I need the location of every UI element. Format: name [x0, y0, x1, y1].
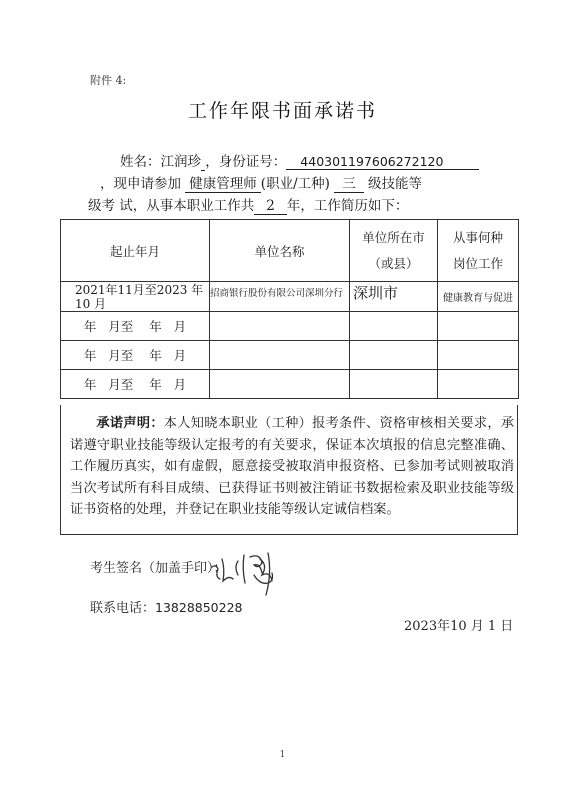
cell-org-empty: [210, 341, 350, 370]
id-value: 440301197606272120: [286, 154, 479, 170]
year-end: 年: [149, 377, 162, 392]
years-line: [88, 194, 408, 214]
phone-value: 13828850228: [155, 600, 243, 615]
document-title: 工作年限书面承诺书: [187, 100, 377, 122]
header-location-line1: 单位所在市: [362, 229, 425, 245]
cell-post-empty: [438, 341, 519, 370]
header-post: [438, 220, 519, 282]
cell-post-empty: [438, 370, 519, 399]
apply-line: [100, 172, 422, 192]
table-row: [61, 341, 519, 370]
table-header-row: [61, 220, 519, 282]
apply-prefix: ，现申请参加: [100, 176, 181, 192]
month-end: 月: [173, 319, 187, 334]
table-row: [61, 282, 519, 312]
declaration-label: 承诺声明：: [96, 416, 164, 431]
cell-org-empty: [210, 370, 350, 399]
cell-period-empty: [61, 370, 210, 399]
header-post-line2: 岗位工作: [452, 255, 503, 271]
name-id-line: [120, 150, 479, 170]
work-history-table: [60, 219, 519, 399]
declaration-text: [70, 413, 514, 521]
attachment-label: 附件 4:: [90, 74, 127, 87]
occupation-suffix: (职业/工种): [260, 176, 330, 192]
cell-period: [61, 282, 210, 312]
occupation-value: 健康管理师: [185, 176, 261, 193]
month-start: 月至: [108, 377, 134, 392]
phone-label: 联系电话：: [90, 601, 156, 616]
signature-label: 考生签名（加盖手印）：: [90, 561, 227, 576]
month-end: 月: [173, 348, 187, 363]
years-suffix: 年，工作简历如下：: [286, 198, 409, 214]
header-post-line1: 从事何种: [452, 229, 503, 245]
cell-location: 深圳市: [350, 282, 438, 312]
phone-line: [90, 597, 243, 616]
name-label: 姓名：: [120, 154, 161, 170]
month-end: 月: [173, 377, 187, 392]
header-location-line2: （或县）: [368, 255, 419, 271]
year-end: 年: [149, 348, 162, 363]
cell-post-empty: [438, 312, 519, 341]
sign-date: 2023年10 月 1 日: [404, 619, 514, 634]
period-line1: 2021年11月至2023 年: [75, 282, 204, 297]
cell-location-empty: [350, 370, 438, 399]
years-prefix: 级考 试，从事本职业工作共: [88, 198, 255, 214]
header-location: [350, 220, 438, 282]
cell-location-empty: [350, 312, 438, 341]
table-row: [61, 312, 519, 341]
id-label: ，身份证号：: [205, 154, 287, 170]
handwritten-signature-icon: [208, 545, 298, 605]
cell-period-empty: [61, 312, 210, 341]
level-suffix: 级技能等: [367, 176, 422, 192]
declaration-body: 本人知晓本职业（工种）报考条件、资格审核相关要求，承诺遵守职业技能等级认定报考的有关要求，保证本次填报的信息完整准确、工作履历真实，如有虚假，愿意接受被取消申报资格、已参加考试则被取消当次考试所有科目成绩、已获得证书则被注销证书数据检索及职业技能等级证书资格的处理，并登记在职业技能等级认定诚信档案。: [70, 416, 515, 517]
month-start: 月至: [108, 348, 134, 363]
year-start: 年: [83, 377, 97, 392]
period-line2: 10 月: [75, 296, 107, 311]
year-end: 年: [149, 319, 162, 334]
cell-org: 招商银行股份有限公司深圳分行: [210, 282, 350, 312]
level-value: 三: [334, 176, 364, 193]
header-period: 起止年月: [61, 220, 210, 282]
month-start: 月至: [108, 319, 134, 334]
cell-location-empty: [350, 341, 438, 370]
page-number: 1: [279, 750, 286, 760]
name-value: 江润珍: [160, 154, 201, 170]
table-row: [61, 370, 519, 399]
years-value: 2: [254, 198, 287, 215]
cell-period-empty: [61, 341, 210, 370]
header-org: 单位名称: [210, 220, 350, 282]
year-start: 年: [83, 319, 97, 334]
year-start: 年: [83, 348, 97, 363]
cell-org-empty: [210, 312, 350, 341]
cell-post: 健康教育与促进: [438, 282, 519, 312]
